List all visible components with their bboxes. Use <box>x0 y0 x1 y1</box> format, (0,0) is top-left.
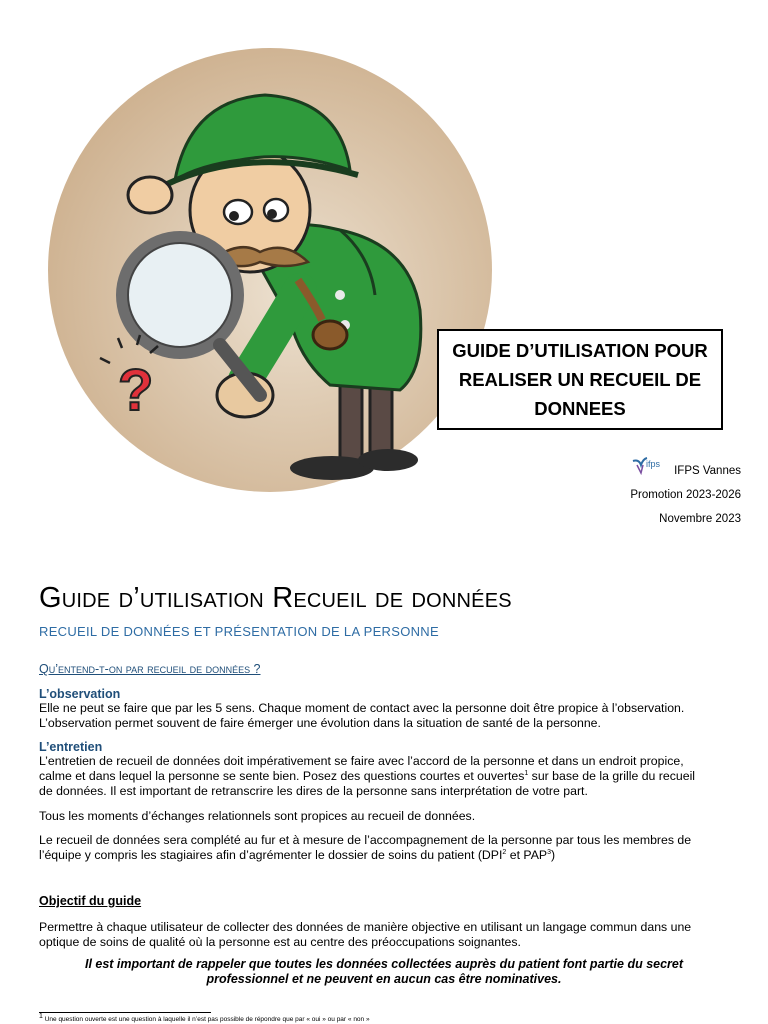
complete-line-2: l’équipe y compris les stagiaires afin d’agrémenter le dossier de soins du patient (DPI$^2$ et PAP$^3$) <box>39 848 556 862</box>
detective-illustration <box>40 40 500 500</box>
observation-heading: L’observation <box>39 687 121 701</box>
observation-paragraph <box>39 701 729 731</box>
promotion: Promotion 2023-2026 <box>630 489 741 501</box>
cover-title-line-1: GUIDE D’UTILISATION POUR <box>452 340 708 361</box>
entretien-heading: L’entretien <box>39 740 103 754</box>
footnote-ref-2[interactable]: 2 <box>502 848 507 856</box>
observation-line-1: Elle ne peut se faire que par les 5 sens. Chaque moment de contact avec la personne doit être propice à l’observation. <box>39 701 685 715</box>
observation-line-2: L’observation permet souvent de faire émerger une évolution dans la situation de santé de la personne. <box>39 716 601 730</box>
document-date: Novembre 2023 <box>659 513 741 525</box>
cover-title-line-3: DONNEES <box>534 398 626 419</box>
objectif-line-1: Permettre à chaque utilisateur de collecter des données de manière objective en utilisant un langage commun dans une <box>39 920 692 934</box>
document-title: Guide d’utilisation Recueil de données <box>39 582 512 614</box>
entretien-line-2: calme et dans lequel la personne se sente bien. Posez des questions courtes et ouvertes$^1$ sur base de la grille du recueil <box>39 769 696 783</box>
cover-title-line-2: REALISER UN RECUEIL DE <box>458 369 702 390</box>
moments-line: Tous les moments d’échanges relationnels sont propices au recueil de données. <box>39 809 476 823</box>
objectif-heading: Objectif du guide <box>39 894 142 908</box>
document-subtitle: RECUEIL DE DONNÉES ET PRÉSENTATION DE LA PERSONNE <box>39 624 439 639</box>
footnote-ref-3[interactable]: 3 <box>547 848 552 856</box>
moments-paragraph <box>39 809 729 824</box>
footnote-divider <box>39 1012 211 1013</box>
complete-line-1: Le recueil de données sera complété au fur et à mesure de l’accompagnement de la personne par tous les membres de <box>39 833 692 847</box>
footnote <box>39 1012 370 1023</box>
footnote-ref-1[interactable]: 1 <box>524 769 529 777</box>
svg-text:?: ? <box>118 358 154 423</box>
section-heading-link[interactable]: Qu’entend-t-on par recueil de données ? <box>39 662 261 676</box>
svg-text:ifps: ifps <box>646 459 661 469</box>
important-line-2: professionnel et ne peuvent en aucun cas être nominatives. <box>206 972 562 986</box>
objectif-paragraph <box>39 920 729 950</box>
important-line-1: Il est important de rappeler que toutes les données collectées auprès du patient font partie du secret <box>84 957 684 971</box>
important-notice <box>39 957 729 987</box>
entretien-line-3: de données. Il est important de retranscrire les dires de la personne sans interprétation de votre part. <box>39 784 588 798</box>
ifps-logo <box>631 455 679 475</box>
cover-title-box <box>437 329 723 430</box>
complete-paragraph <box>39 833 729 863</box>
footnote-text: Une question ouverte est une question à laquelle il n’est pas possible de répondre que par « oui » ou par « non » <box>42 1016 370 1023</box>
objectif-line-2: optique de soins de qualité où la personne est au centre des préoccupations soignantes. <box>39 935 521 949</box>
footnote-number: 1 <box>39 1012 43 1020</box>
entretien-line-1: L’entretien de recueil de données doit impérativement se faire avec l’accord de la personne et dans un endroit propice, <box>39 754 684 768</box>
entretien-paragraph <box>39 754 729 799</box>
institution-name: IFPS Vannes <box>674 465 741 477</box>
